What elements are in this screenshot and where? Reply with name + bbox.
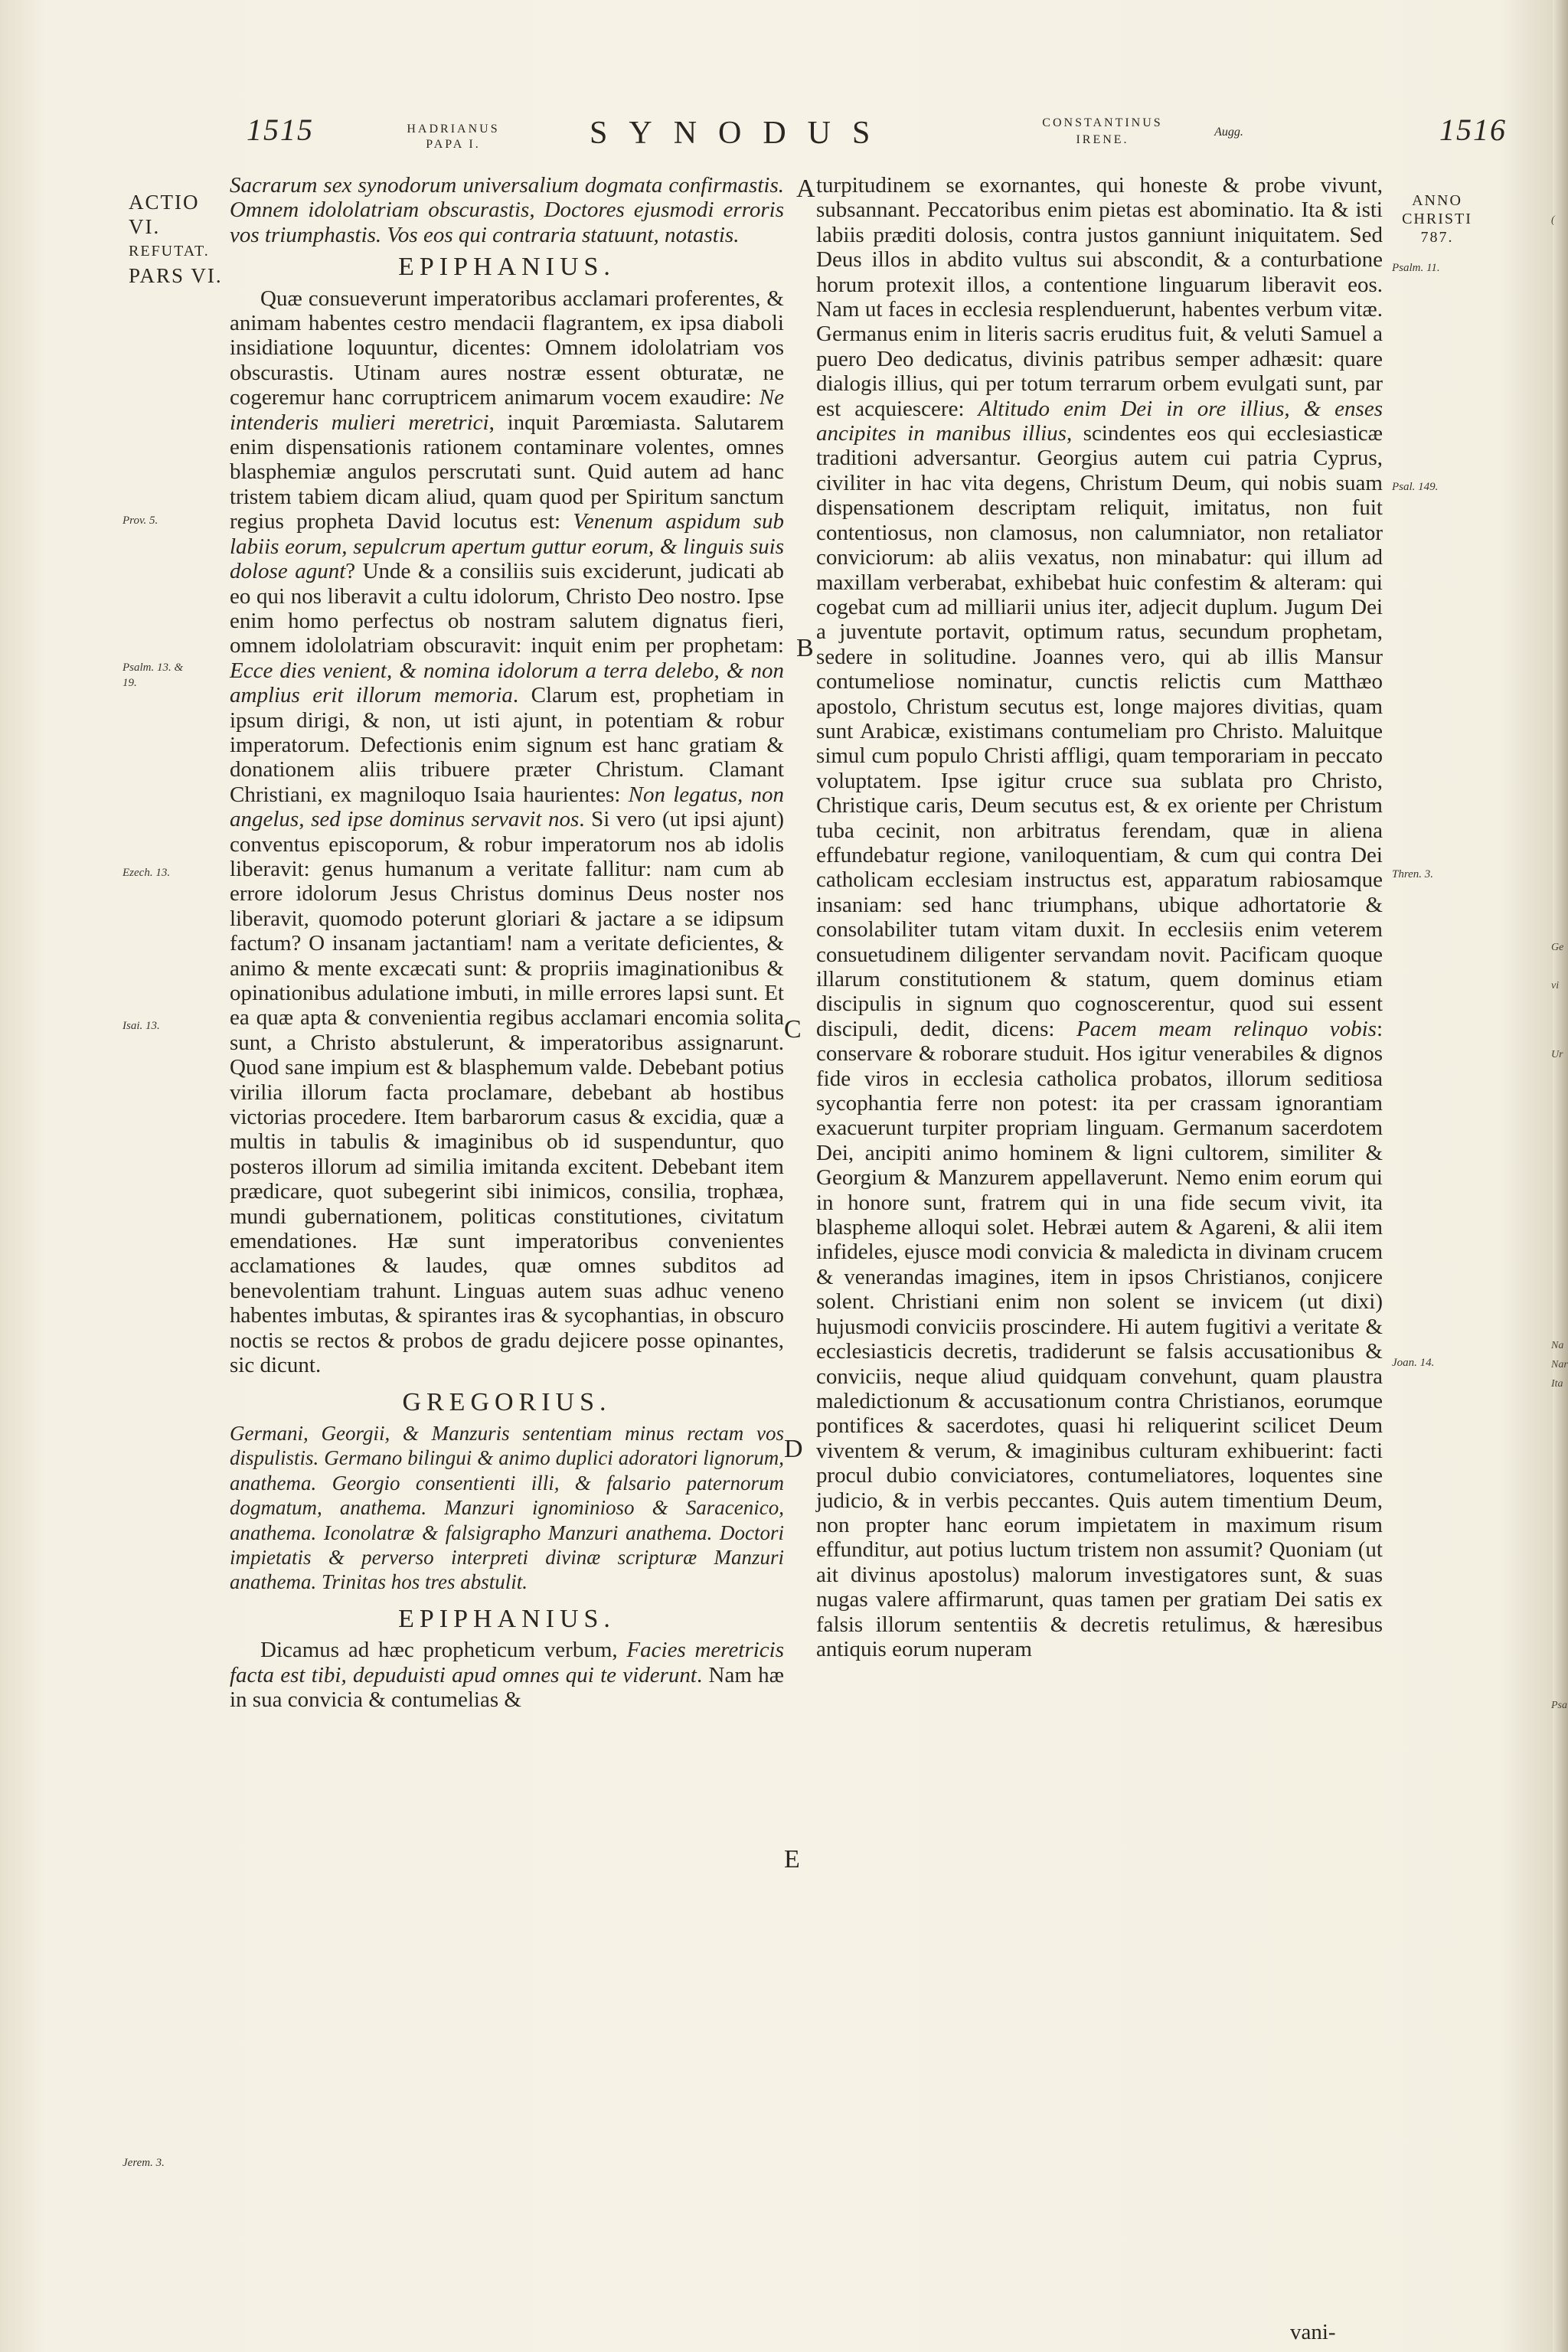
margin-note-thren: Thren. 3. <box>1392 868 1434 880</box>
section-letter-a: A <box>796 175 815 203</box>
epiphanius-speech-2 <box>230 1638 784 1712</box>
speech-text: . Clarum est, prophetiam in ipsum dirigi, & non, ut isti ajunt, in potentiam & robur imperatorum. Defectionis enim signum est hanc gratiam & donationem aliis tribuere præter Christum. Clamant Christiani, ex magniloquo Isaia haurientes: <box>230 683 784 807</box>
margin-note-psalm-11: Psalm. 11. <box>1392 262 1440 274</box>
section-letter-e: E <box>784 1845 800 1873</box>
heading-epiphanius-1: EPIPHANIUS. <box>398 253 616 282</box>
scripture-quote: Altitudo enim Dei in ore illius, & enses ancipites in manibus illius <box>816 396 1383 446</box>
facing-page-mark: Psa <box>1551 1700 1567 1711</box>
page-number-left: 1515 <box>247 113 314 147</box>
margin-note-psal-149: Psal. 149. <box>1392 481 1439 493</box>
speech-text: : conservare & roborare studuit. Hos igitur venerabiles & dignos fide viros in ecclesia catholica probatos, illorum seditiosa sycophantia ferre non potest: ita per crassam ignorantiam exacuerunt turpiter propriam linguam. Germanum sacerdotem Dei, ancipiti animo hominem & ligni cultorem, similiter & Georgium & Manzurem appellaverunt. Nemo enim eorum qui in honore sunt, fratrem qui in una fide secum vivit, ita blaspheme alloqui solet. Hebræi autem & Agareni, & alii item infideles, ejusce modi convicia & maledicta in divinam crucem & venerandas imagines, item in ipsos Christianos, conjicere solent. Christiani enim non solent se invicem (ut dixi) hujusmodi conviciis proscindere. Hi autem fugitivi a veritate & ecclesiasticis decretis, tradiderunt se falsis accusationibus & conviciis, neque aliud quidquam convehunt, quam plaustra maledictionum & accusationum contra Christianos, eorumque pontifices & sacerdotes, quasi hi reliquerint scilicet Deum viventem & verum, & imaginibus culturam exhibuerint: facti procul dubio conviciatores, contumeliatores, loquentes sine judicio, & in verbis peccantes. Quis autem timentium Deum, non propter hanc eorum impietatem in maximum risum effunditur, aut potius luctum tristem non assumit? Quoniam (ut ait divinus apostolus) malorum investigatores sunt, & suas nugas valere affirmarunt, quas tamen per gratiam Dei satis ex falsis illorum sententiis & decretis retulimus, & hæresibus antiquis eorum nuperam <box>816 1016 1383 1661</box>
speech-text: turpitudinem se exornantes, qui honeste & probe vivunt, subsannant. Peccatoribus enim pietas est abominatio. Ita & isti labiis præditi dolosis, contra justos ganniunt iniquitatem. Sed Deus illos in abdito vultus sui abscondit, & a conturbatione horum protexit illos, a contentione linguarum liberavit eos. Nam ut faces in ecclesia resplenduerunt, habentes verbum vitæ. Germanus enim in literis sacris eruditus fuit, & veluti Samuel a puero Deo dedicatus, divinis patribus semper adhæsit: quare dialogis illius, qui per totum terrarum orbem evulgati sunt, par est acquiescere: <box>816 173 1383 421</box>
continued-speech <box>816 173 1383 1661</box>
acclamation-intro: Sacrarum sex synodorum universalium dogmata confirmastis. Omnem idololatriam obscurastis, Doctores ejusmodi erroris vos triumphastis. Vos eos qui contraria statuunt, notastis. <box>230 173 784 247</box>
header-hadrianus: HADRIANUS <box>407 122 500 136</box>
margin-note-isai: Isai. 13. <box>122 1020 160 1032</box>
gregorius-anathemas: Germani, Georgii, & Manzuris sententiam minus rectam vos dispulistis. Germano bilingui & animo duplici adoratori lignorum, anathema. Georgio consentienti illi, & falsario paternorum dogmatum, anathema. Manzuri ignominioso & Saracenico, anathema. Iconolatræ & falsigrapho Manzuri anathema. Doctori impietatis & perverso interpreti divinæ scripturæ Manzuri anathema. Trinitas hos tres abstulit. <box>230 1421 784 1594</box>
scripture-quote: Non legatus, non angelus, sed ipse dominus servavit nos <box>230 782 784 832</box>
margin-note-prov: Prov. 5. <box>122 514 158 527</box>
epiphanius-speech-1 <box>230 286 784 1378</box>
section-letter-b: B <box>796 634 814 662</box>
speech-text: Dicamus ad hæc propheticum verbum, <box>260 1638 627 1663</box>
running-header <box>0 107 1568 168</box>
speech-text: . Nam hæ in sua convicia & contumelias & <box>230 1662 785 1712</box>
speech-text: ? Unde & a consiliis suis exciderunt, judicati ab eo qui nos liberavit a cultu idolorum, Christo Deo nostro. Ipse enim homo perfectus ob nostram salutem dignatus fieri, omnem idololatriam obscuravit: inquit enim per prophetam: <box>230 559 784 658</box>
header-irene: IRENE. <box>1076 133 1129 146</box>
margin-note-jerem: Jerem. 3. <box>122 2157 165 2169</box>
margin-note-psalm: Psalm. 13. & 19. <box>122 662 184 689</box>
scripture-quote: Pacem meam relinquo vobis <box>1076 1016 1377 1041</box>
facing-page-mark: Nar <box>1551 1359 1568 1370</box>
heading-gregorius: GREGORIUS. <box>402 1387 612 1416</box>
facing-page-mark: Ita <box>1551 1378 1563 1390</box>
page-number-right: 1516 <box>1439 113 1507 147</box>
scripture-quote: Venenum aspidum sub labiis eorum, sepulcrum apertum guttur eorum, & linguis suis dolose agunt <box>230 509 784 584</box>
right-column <box>816 173 1383 1661</box>
facing-page-mark: vi <box>1551 980 1560 991</box>
catchword: vani- <box>1290 2320 1336 2344</box>
margin-note-ezech: Ezech. 13. <box>122 867 171 879</box>
speech-text: , scindentes eos qui ecclesiasticæ traditioni adversantur. Georgius autem cui patria Cyprus, civiliter in hac vita degens, Christum Deum, qui nobis suam dispensationem descriptam reliquit, imitatus, non fuit contentiosus, non clamosus, non calumniator, non retaliator conviciorum: ab aliis vexatus, non minabatur: qui illum ad maxillam verberabat, exhibebat huic confestim & alteram: qui cogebat cum ad milliarii unius iter, adjecit duplum. Jugum Dei a juventute portavit, optimum ratus, secundum prophetam, sedere in solitudine. Joannes vero, qui ab illis Mansur contumeliose nominatur, cunctis relictis cum Matthæo apostolo, Christum secutus est, longe majores divitias, quam sunt Arabicæ, existimans contumeliam pro Christo. Maluitque simul cum populo Christi affligi, quam temporariam in peccato voluptatem. Ipse igitur cruce sua sublata pro Christo, Christique caris, Deum secutus est, & ex oriente per Christum tuba cecinit, non arbitratus ferendam, quæ in aliena effundebatur regione, vaniloquentiam, & cum qui contra Dei catholicam ecclesiam instructus est, apparatum rabiosamque insaniam: sed hanc triumphans, ubique adhortatorie & consolabiliter tutam vitam duxit. In ecclesiis enim veterem consuetudinem diligenter servandam novit. Pacificam quoque illarum constitutionem & statum, quem dominus etiam discipulis in signum quo cognoscerentur, quod sui essent discipuli, dedit, dicens: <box>816 421 1383 1041</box>
margin-note-joan: Joan. 14. <box>1392 1357 1435 1369</box>
scripture-quote: Facies meretricis facta est tibi, depuduisti apud omnes qui te viderunt <box>230 1638 784 1687</box>
facing-page-mark: Ge <box>1551 942 1564 953</box>
pars-label: PARS VI. <box>129 264 223 287</box>
actio-number: ACTIO VI. <box>129 191 200 238</box>
refutat-label: REFUTAT. <box>129 243 210 260</box>
header-augg: Augg. <box>1214 126 1243 139</box>
facing-page-mark: Na <box>1551 1340 1564 1351</box>
actio-label <box>129 190 236 288</box>
facing-page-mark: ( <box>1551 214 1555 226</box>
scripture-quote: Ecce dies venient, & nomina idolorum a terra delebo, & non amplius erit illorum memoria <box>230 658 784 708</box>
section-letter-c: C <box>784 1015 802 1044</box>
header-title: SYNODUS <box>590 116 892 151</box>
speech-text: Quæ consueverunt imperatoribus acclamari proferentes, & animam habentes cestro mendacii flagrantem, ex ipsa diaboli insidiatione loquuntur, dicentes: Omnem idololatriam vos obscurastis. Utinam aures nostræ essent obturatæ, ne cogeremur hanc corruptricem animarum vocem exaudire: <box>230 286 784 410</box>
speech-text: , inquit Parœmiasta. Salutarem enim dispensationis rationem contaminare volentes, omnes blasphemiæ angulos perscrutati sunt. Quid autem ad hanc tristem tabiem dicam aliud, quam quod per Spiritum sanctum regius propheta David locutus est: <box>230 410 785 534</box>
scripture-quote: Ne intenderis mulieri meretrici <box>230 385 784 435</box>
header-constantinus: CONSTANTINUS <box>1042 116 1163 129</box>
section-letter-d: D <box>784 1435 803 1463</box>
facing-page-mark: Ur <box>1551 1049 1563 1060</box>
header-pope: PAPA I. <box>426 138 481 151</box>
left-column <box>230 173 784 1712</box>
speech-text: . Si vero (ut ipsi ajunt) conventus episcoporum, & robur imperatorum nos ab idolis liberavit: genus humanum a veritate fallitur: nam cum ab errore idolorum Jesus Christus dominus Deus noster nos liberavit, quomodo poterunt gloriari & jactare a se idipsum factum? O insanam jactantiam! nam a veritate deficientes, & animo & mente excæcati sunt: & propriis imaginationibus & opinationibus adulatione imbuti, in mille errores lapsi sunt. Et ea quæ apta & convenientia regibus acclamari encomia solita sunt, a Christo abstulerunt, & imperatoribus assignarunt. Quod sane impium est & blasphemum valde. Debebant potius virilia illorum facta proclamare, debebant ab hostibus victorias procedere. Item barbarorum casus & excidia, quæ a multis in tabulis & imaginibus ob id suspenduntur, quo posteros illorum ad similia imitanda excitent. Debebant item prædicare, quot subegerint sibi inimicos, consilia, trophæa, mundi gubernationem, politicas constitutiones, civitatum emendationes. Hæ sunt imperatoribus convenientes acclamationes & laudes, quæ omnes subditos ad benevolentiam trahunt. Linguas autem suas adhuc veneno habentes imbutas, & spirantes iras & sycophantias, in obscuro noctis se rectos & probos de gradu dejicere posse opinantes, sic dicunt. <box>230 807 784 1378</box>
book-edge <box>1553 0 1568 2352</box>
heading-epiphanius-2: EPIPHANIUS. <box>398 1604 616 1633</box>
anno-christi-label: ANNO CHRISTI 787. <box>1402 192 1472 246</box>
